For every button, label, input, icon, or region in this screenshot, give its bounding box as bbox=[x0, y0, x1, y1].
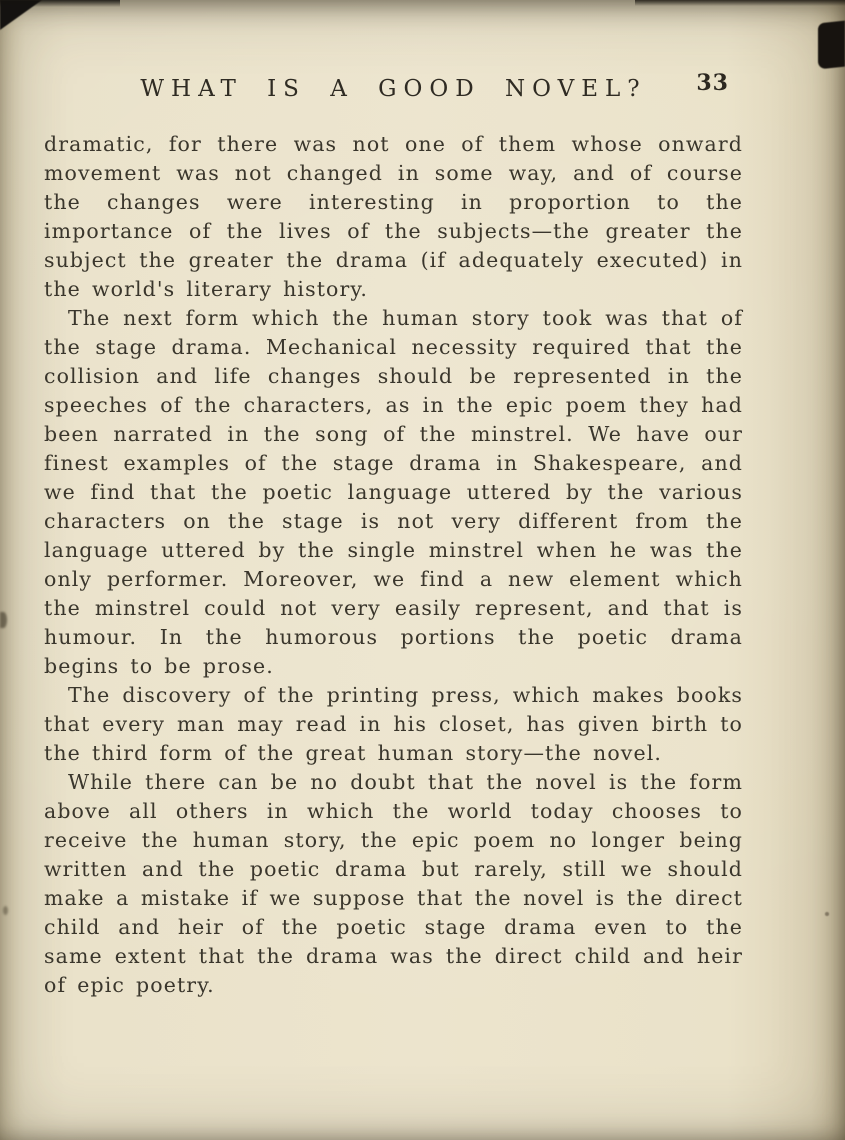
page-number: 33 bbox=[696, 70, 729, 96]
paragraph: The discovery of the printing press, which makes books that every man may read in his closet, has given birth to the third form of the great human story—the novel. bbox=[44, 683, 743, 765]
paragraph: dramatic, for there was not one of them whose onward movement was not changed in some way, and of course the changes were interesting in proportion to the importance of the lives of the subjects—the greater the subject the greater the drama (if adequately executed) in the world's literary history. bbox=[44, 132, 743, 301]
page-title: WHAT IS A GOOD NOVEL? bbox=[140, 76, 647, 102]
paragraph: While there can be no doubt that the novel is the form above all others in which the world today chooses to receive the human story, the epic poem no longer being written and the poetic drama but rarely, still we should make a mistake if we suppose that the novel is the direct child and heir of the poetic stage drama even to the same extent that the drama was the direct child and heir of epic poetry. bbox=[44, 770, 743, 997]
paragraph: The next form which the human story took was that of the stage drama. Mechanical necessity required that the collision and life changes should be represented in the speeches of the characters, as in the epic poem they had been narrated in the song of the minstrel. We have our finest examples of the stage drama in Shakespeare, and we find that the poetic language uttered by the various characters on the stage is not very different from the language uttered by the single minstrel when he was the only performer. Moreover, we find a new element which the minstrel could not very easily represent, and that is humour. In the humorous portions the poetic drama begins to be prose. bbox=[44, 306, 743, 678]
page-header bbox=[44, 70, 743, 120]
page-body bbox=[44, 130, 743, 1000]
